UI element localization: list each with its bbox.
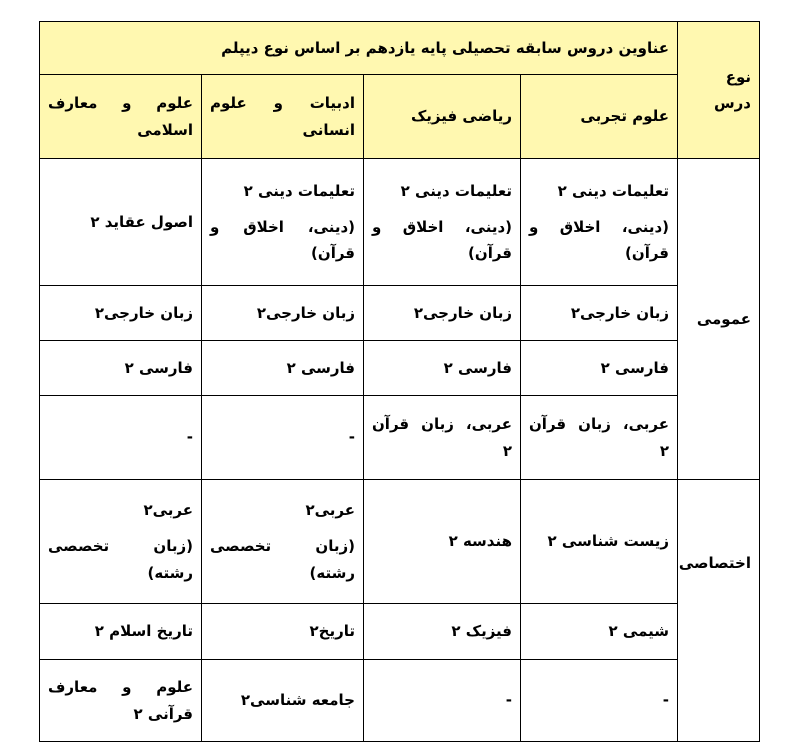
table-cell: زبان خارجی۲ <box>364 286 521 341</box>
table-cell: علوم و معارف قرآنی ۲ <box>40 660 202 742</box>
table-row <box>40 480 760 604</box>
column-header-maaref: علوم و معارف اسلامی <box>40 75 202 159</box>
cell-line: (دینی، اخلاق و قرآن) <box>529 217 669 263</box>
table-row <box>40 396 760 480</box>
table-cell: زبان خارجی۲ <box>202 286 364 341</box>
table-cell: - <box>364 660 521 742</box>
table-cell: فارسی ۲ <box>40 341 202 396</box>
table-cell: - <box>521 660 678 742</box>
table-row <box>40 286 760 341</box>
table-title: عناوین دروس سابقه تحصیلی پایه یازدهم بر اساس نوع دیپلم <box>40 22 678 75</box>
column-header-tajrobi: علوم تجربی <box>521 75 678 159</box>
cell-line: تعلیمات دینی ۲ <box>557 181 669 200</box>
table-cell: جامعه شناسی۲ <box>202 660 364 742</box>
curriculum-table <box>39 21 760 742</box>
table-cell: زیست شناسی ۲ <box>521 480 678 604</box>
group-label-general: عمومی <box>678 159 760 480</box>
table-cell: فارسی ۲ <box>202 341 364 396</box>
table-cell: - <box>40 396 202 480</box>
cell-line: (دینی، اخلاق و قرآن) <box>210 217 355 263</box>
table-cell <box>40 480 202 604</box>
table-row <box>40 660 760 742</box>
table-cell: هندسه ۲ <box>364 480 521 604</box>
cell-line: (زبان تخصصی رشته) <box>210 537 355 582</box>
cell-line: (دینی، اخلاق و قرآن) <box>372 217 512 263</box>
column-header-ensani: ادبیات و علوم انسانی <box>202 75 364 159</box>
table-row <box>40 159 760 286</box>
table-cell: اصول عقاید ۲ <box>40 159 202 286</box>
table-cell: - <box>202 396 364 480</box>
table-cell: تاریخ۲ <box>202 604 364 660</box>
cell-line: تعلیمات دینی ۲ <box>243 181 355 200</box>
table-cell: تاریخ اسلام ۲ <box>40 604 202 660</box>
table-row <box>40 341 760 396</box>
group-label-specialized: اختصاصی <box>678 480 760 742</box>
table-cell <box>364 159 521 286</box>
table-cell: فارسی ۲ <box>521 341 678 396</box>
table-cell <box>202 159 364 286</box>
cell-line: عربی۲ <box>305 501 355 520</box>
table-cell: عربی، زبان قرآن ۲ <box>521 396 678 480</box>
cell-line: (زبان تخصصی رشته) <box>48 537 193 582</box>
header-row-columns <box>40 75 760 159</box>
column-header-riazi: ریاضی فیزیک <box>364 75 521 159</box>
table-cell <box>521 159 678 286</box>
table-row <box>40 604 760 660</box>
table-cell: شیمی ۲ <box>521 604 678 660</box>
cell-line: عربی۲ <box>143 501 193 520</box>
table-cell: فیزیک ۲ <box>364 604 521 660</box>
cell-line: تعلیمات دینی ۲ <box>400 181 512 200</box>
header-row-title <box>40 22 760 75</box>
table-cell: زبان خارجی۲ <box>521 286 678 341</box>
course-type-header: نوع درس <box>678 22 760 159</box>
table-cell <box>202 480 364 604</box>
table-cell: زبان خارجی۲ <box>40 286 202 341</box>
table-cell: عربی، زبان قرآن ۲ <box>364 396 521 480</box>
table-cell: فارسی ۲ <box>364 341 521 396</box>
